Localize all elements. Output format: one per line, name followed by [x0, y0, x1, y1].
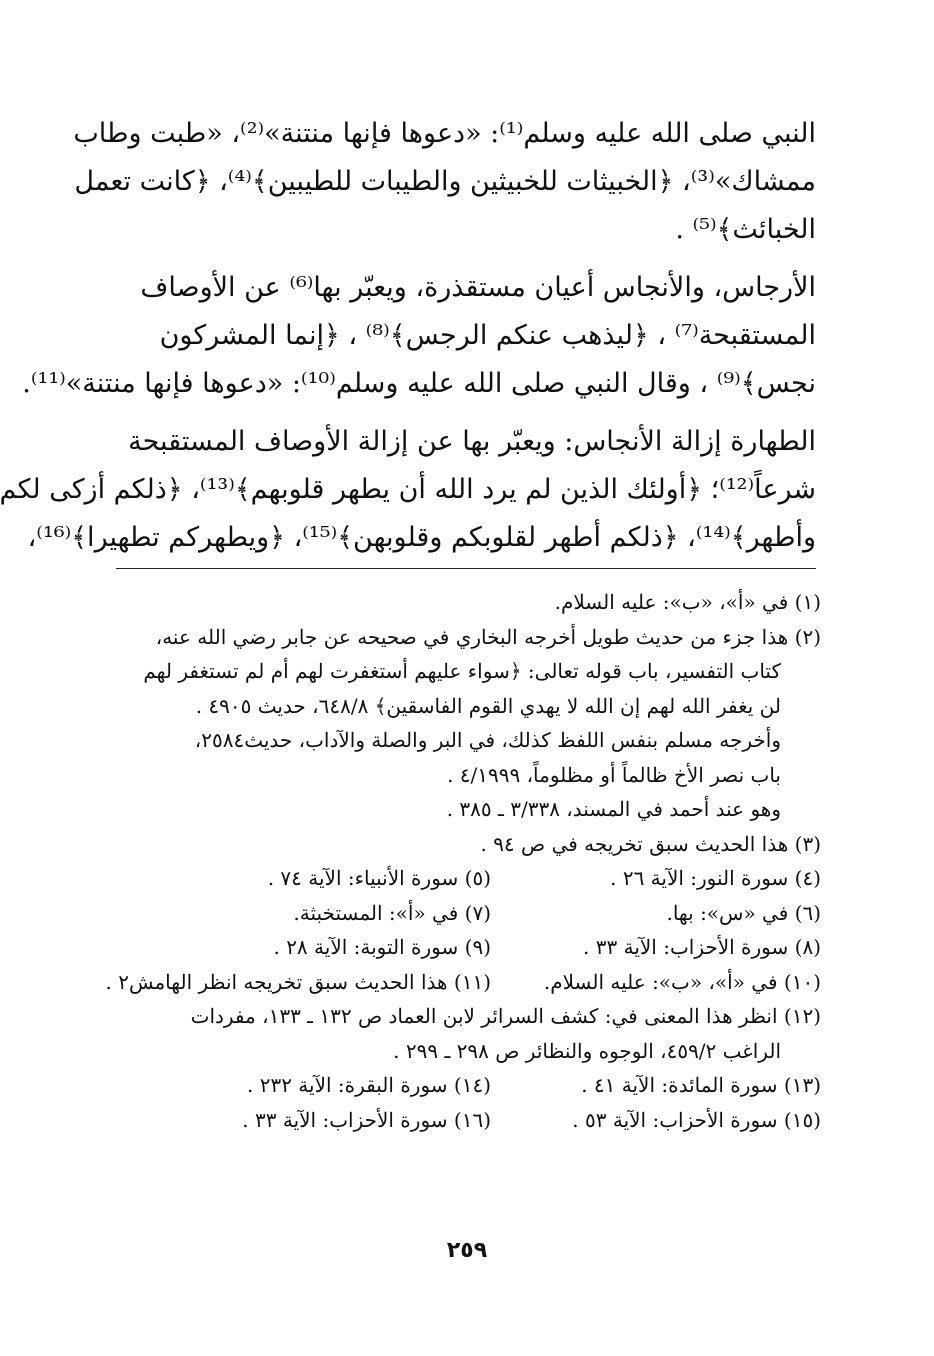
footnote-2-continuation: كتاب التفسير، باب قوله تعالى: ﴿سواء عليهم أستغفرت لهم أم لم تستغفر لهم	[143, 659, 781, 683]
text-line: نجس﴾⁽⁹⁾ ، وقال النبي صلى الله عليه وسلم⁽¹⁰⁾: «دعوها فإنها منتنة»⁽¹¹⁾.	[22, 368, 816, 399]
footnote-1: (١) في «أ»، «ب»: عليه السلام.	[554, 590, 821, 614]
footnote-7: (٧) في «أ»: المستخبثة.	[293, 900, 491, 925]
footnote-pair	[116, 1068, 821, 1103]
footnote-4: (٤) سورة النور: الآية ٢٦ .	[610, 866, 821, 890]
paragraph-2	[22, 264, 816, 408]
footnote-12-continuation: الراغب ٤٥٩/٢، الوجوه والنظائر ص ٢٩٨ ـ ٢٩٩ .	[393, 1038, 781, 1063]
footnote-2-continuation: باب نصر الأخ ظالماً أو مظلوماً، ٤/١٩٩٩ .	[447, 762, 781, 787]
footnote-11: (١١) هذا الحديث سبق تخريجه انظر الهامش٢ .	[105, 969, 491, 994]
footnote-pair	[105, 965, 821, 1000]
text-line: المستقبحة⁽⁷⁾ ، ﴿ليذهب عنكم الرجس﴾⁽⁸⁾ ، ﴿إنما المشركون	[159, 320, 816, 351]
footnote-16: (١٦) سورة الأحزاب: الآية ٣٣ .	[242, 1107, 491, 1132]
text-line: وأطهر﴾⁽¹⁴⁾، ﴿ذلكم أطهر لقلوبكم وقلوبهن﴾⁽¹⁵⁾، ﴿ويطهركم تطهيرا﴾⁽¹⁶⁾،	[27, 522, 816, 553]
footnote-14: (١٤) سورة البقرة: الآية ٢٣٢ .	[246, 1073, 491, 1097]
footnote-pair	[116, 1103, 821, 1138]
footnote-8: (٨) سورة الأحزاب: الآية ٣٣ .	[583, 935, 821, 959]
footnote-6: (٦) في «س»: بها.	[666, 900, 821, 925]
footnote-2: (٢) هذا جزء من حديث طويل أخرجه البخاري في صحيحه عن جابر رضي الله عنه،	[155, 624, 821, 649]
text-line: الخبائث﴾⁽⁵⁾ .	[675, 214, 816, 245]
footnote-9: (٩) سورة التوبة: الآية ٢٨ .	[273, 935, 491, 959]
footnote-12: (١٢) انظر هذا المعنى في: كشف السرائر لابن العماد ص ١٣٢ ـ ١٣٣، مفردات	[190, 1004, 821, 1028]
footnotes	[105, 585, 821, 1137]
footnote-3: (٣) هذا الحديث سبق تخريجه في ص ٩٤ .	[480, 831, 821, 856]
footnote-2-continuation: لن يغفر الله لهم إن الله لا يهدي القوم الفاسقين﴾ ٦٤٨/٨، حديث ٤٩٠٥ .	[195, 693, 781, 718]
footnote-2-continuation: وأخرجه مسلم بنفس اللفظ كذلك، في البر والصلة والآداب، حديث٢٥٨٤،	[194, 728, 781, 752]
footnote-2-continuation: وهو عند أحمد في المسند، ٣/٣٣٨ ـ ٣٨٥ .	[446, 797, 781, 821]
text-line: شرعاً⁽¹²⁾؛ ﴿أولئك الذين لم يرد الله أن يطهر قلوبهم﴾⁽¹³⁾، ﴿ذلكم أزكى لكم	[0, 474, 816, 505]
paragraph-1	[73, 110, 816, 254]
footnote-pair	[116, 930, 821, 965]
footnote-pair	[116, 896, 821, 931]
text-line: الأرجاس، والأنجاس أعيان مستقذرة، ويعبّر بها⁽⁶⁾ عن الأوصاف	[140, 272, 816, 303]
footnote-5: (٥) سورة الأنبياء: الآية ٧٤ .	[267, 866, 491, 890]
footnote-pair	[116, 861, 821, 896]
paragraph-3	[0, 418, 816, 562]
text-line: الطهارة إزالة الأنجاس: ويعبّر بها عن إزالة الأوصاف المستقبحة	[128, 426, 816, 457]
footnote-10: (١٠) في «أ»، «ب»: عليه السلام.	[543, 969, 821, 994]
text-line: ممشاك»⁽³⁾، ﴿الخبيثات للخبيثين والطيبات للطيبين﴾⁽⁴⁾، ﴿كانت تعمل	[74, 166, 816, 197]
text-line: النبي صلى الله عليه وسلم⁽¹⁾: «دعوها فإنها منتنة»⁽²⁾، «طبت وطاب	[73, 118, 816, 149]
footnote-15: (١٥) سورة الأحزاب: الآية ٥٣ .	[572, 1107, 821, 1132]
main-text	[0, 110, 816, 572]
page-number: ٢٥٩	[446, 1238, 488, 1263]
footnote-separator	[116, 568, 816, 569]
footnote-13: (١٣) سورة المائدة: الآية ٤١ .	[581, 1073, 821, 1097]
